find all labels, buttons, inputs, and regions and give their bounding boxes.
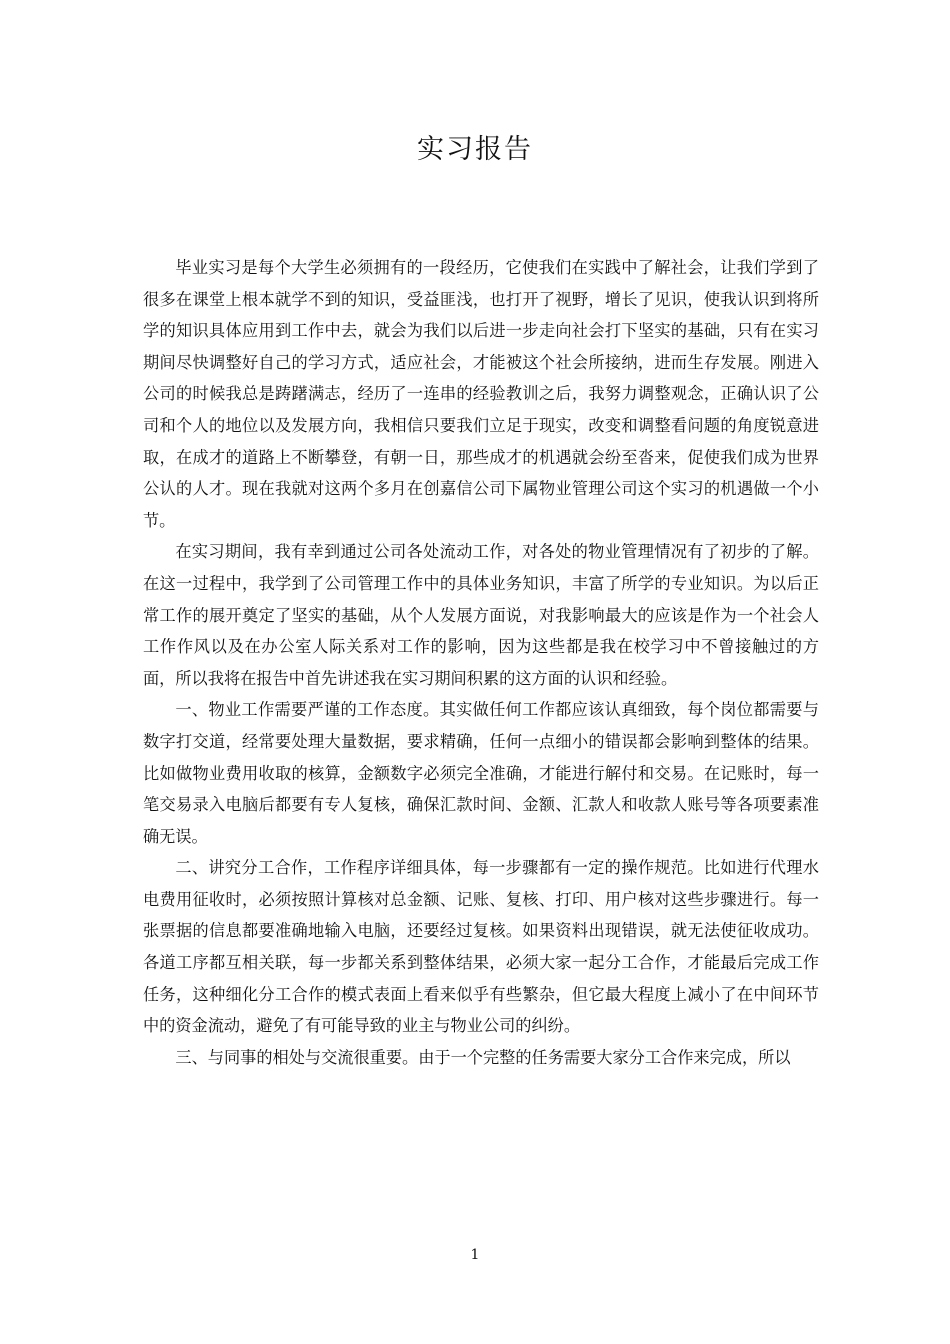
document-title: 实习报告 xyxy=(417,134,533,165)
paragraph-point-one: 一、物业工作需要严谨的工作态度。其实做任何工作都应该认真细致，每个岗位都需要与数字打交道，经常要处理大量数据，要求精确，任何一点细小的错误都会影响到整体的结果。比如做物业费用收取的核算，金额数字必须完全准确，才能进行解付和交易。在记账时，每一笔交易录入电脑后都要有专人复核，确保汇款时间、金额、汇款人和收款人账号等各项要素准确无误。 xyxy=(143,700,819,846)
page-number: 1 xyxy=(470,1247,480,1263)
paragraph-internship-period: 在实习期间，我有幸到通过公司各处流动工作，对各处的物业管理情况有了初步的了解。在这一过程中，我学到了公司管理工作中的具体业务知识，丰富了所学的专业知识。为以后正常工作的展开奠定了坚实的基础，从个人发展方面说，对我影响最大的应该是作为一个社会人工作作风以及在办公室人际关系对工作的影响，因为这些都是我在校学习中不曾接触过的方面，所以我将在报告中首先讲述我在实习期间积累的这方面的认识和经验。 xyxy=(143,542,819,688)
document-body xyxy=(143,252,819,1073)
paragraph-point-two: 二、讲究分工合作，工作程序详细具体，每一步骤都有一定的操作规范。比如进行代理水电费用征收时，必须按照计算核对总金额、记账、复核、打印、用户核对这些步骤进行。每一张票据的信息都要准确地输入电脑，还要经过复核。如果资料出现错误，就无法使征收成功。各道工序都互相关联，每一步都关系到整体结果，必须大家一起分工合作，才能最后完成工作任务，这种细化分工合作的模式表面上看来似乎有些繁杂，但它最大程度上减小了在中间环节中的资金流动，避免了有可能导致的业主与物业公司的纠纷。 xyxy=(143,858,819,1036)
paragraph-intro: 毕业实习是每个大学生必须拥有的一段经历，它使我们在实践中了解社会，让我们学到了很多在课堂上根本就学不到的知识，受益匪浅，也打开了视野，增长了见识，使我认识到将所学的知识具体应用到工作中去，就会为我们以后进一步走向社会打下坚实的基础，只有在实习期间尽快调整好自己的学习方式，适应社会，才能被这个社会所接纳，进而生存发展。刚进入公司的时候我总是踌躇满志，经历了一连串的经验教训之后，我努力调整观念，正确认识了公司和个人的地位以及发展方向，我相信只要我们立足于现实，改变和调整看问题的角度锐意进取，在成才的道路上不断攀登，有朝一日，那些成才的机遇就会纷至沓来，促使我们成为世界公认的人才。现在我就对这两个多月在创嘉信公司下属物业管理公司这个实习的机遇做一个小节。 xyxy=(143,258,819,530)
paragraph-point-three: 三、与同事的相处与交流很重要。由于一个完整的任务需要大家分工合作来完成，所以 xyxy=(175,1047,791,1067)
